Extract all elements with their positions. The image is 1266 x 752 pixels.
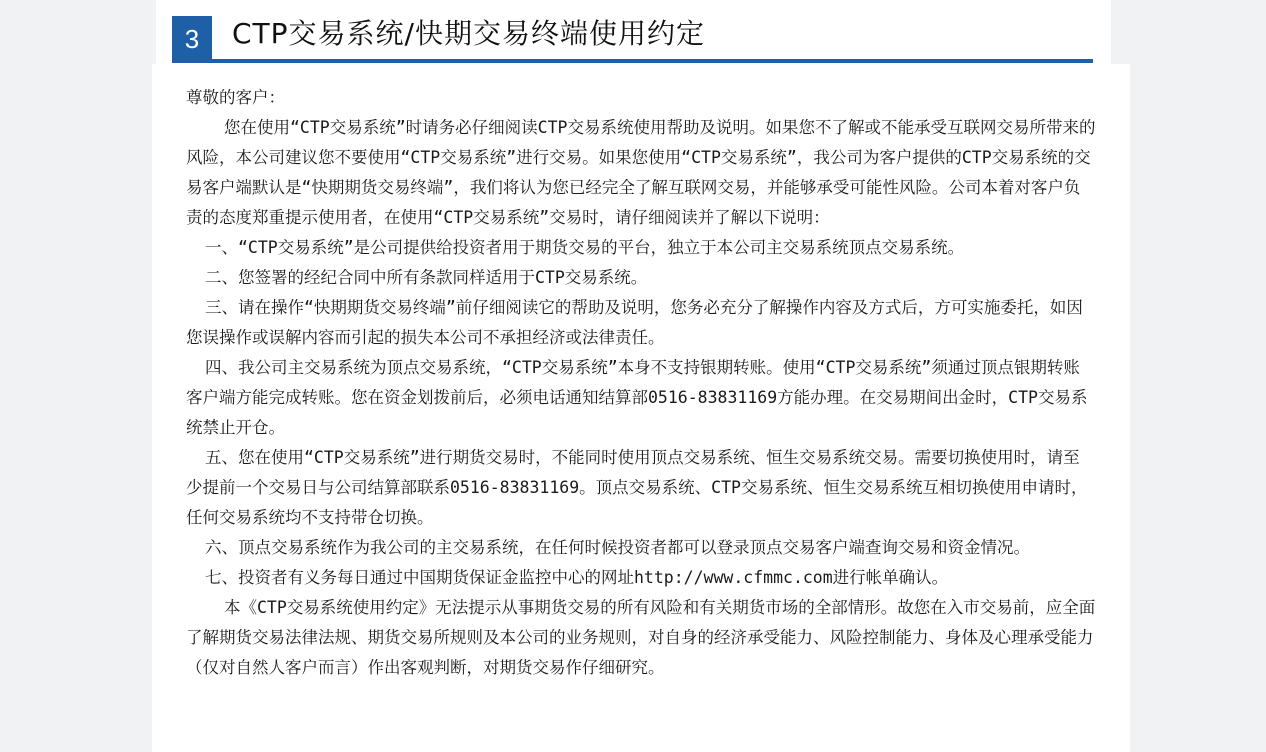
- clause-5: 五、您在使用“CTP交易系统”进行期货交易时，不能同时使用顶点交易系统、恒生交易系统交易。需要切换使用时，请至少提前一个交易日与公司结算部联系0516-83831169。顶点交易系统、CTP交易系统、恒生交易系统互相切换使用申请时，任何交易系统均不支持带仓切换。: [186, 448, 1088, 527]
- clause-7: 七、投资者有义务每日通过中国期货保证金监控中心的网址http://www.cfmmc.com进行帐单确认。: [205, 568, 949, 587]
- intro-paragraph: 您在使用“CTP交易系统”时请务必仔细阅读CTP交易系统使用帮助及说明。如果您不了解或不能承受互联网交易所带来的风险，本公司建议您不要使用“CTP交易系统”进行交易。如果您使用“CTP交易系统”，我公司为客户提供的CTP交易系统的交易客户端默认是“快期期货交易终端”，我们将认为您已经完全了解互联网交易，并能够承受可能性风险。公司本着对客户负责的态度郑重提示使用者，在使用“CTP交易系统”交易时，请仔细阅读并了解以下说明：: [186, 118, 1096, 227]
- clause-1: 一、“CTP交易系统”是公司提供给投资者用于期货交易的平台，独立于本公司主交易系统顶点交易系统。: [205, 238, 965, 257]
- page-title: CTP交易系统/快期交易终端使用约定: [232, 17, 705, 50]
- closing-paragraph: 本《CTP交易系统使用约定》无法提示从事期货交易的所有风险和有关期货市场的全部情形。故您在入市交易前，应全面了解期货交易法律法规、期货交易所规则及本公司的业务规则，对自身的经济承受能力、风险控制能力、身体及心理承受能力（仅对自然人客户而言）作出客观判断，对期货交易作仔细研究。: [186, 598, 1096, 677]
- title-underline: [172, 59, 1093, 63]
- section-number-badge: 3: [172, 16, 212, 61]
- section-header: [156, 0, 1111, 64]
- salutation: 尊敬的客户：: [186, 88, 285, 107]
- clause-3: 三、请在操作“快期期货交易终端”前仔细阅读它的帮助及说明，您务必充分了解操作内容及方式后，方可实施委托，如因您误操作或误解内容而引起的损失本公司不承担经济或法律责任。: [186, 298, 1083, 347]
- clause-6: 六、顶点交易系统作为我公司的主交易系统，在任何时候投资者都可以登录顶点交易客户端查询交易和资金情况。: [205, 538, 1030, 557]
- document-body: [186, 83, 1096, 683]
- clause-4: 四、我公司主交易系统为顶点交易系统，“CTP交易系统”本身不支持银期转账。使用“CTP交易系统”须通过顶点银期转账客户端方能完成转账。您在资金划拨前后，必须电话通知结算部0516-83831169方能办理。在交易期间出金时，CTP交易系统禁止开仓。: [186, 358, 1088, 437]
- document-panel: [152, 64, 1130, 752]
- clause-2: 二、您签署的经纪合同中所有条款同样适用于CTP交易系统。: [205, 268, 648, 287]
